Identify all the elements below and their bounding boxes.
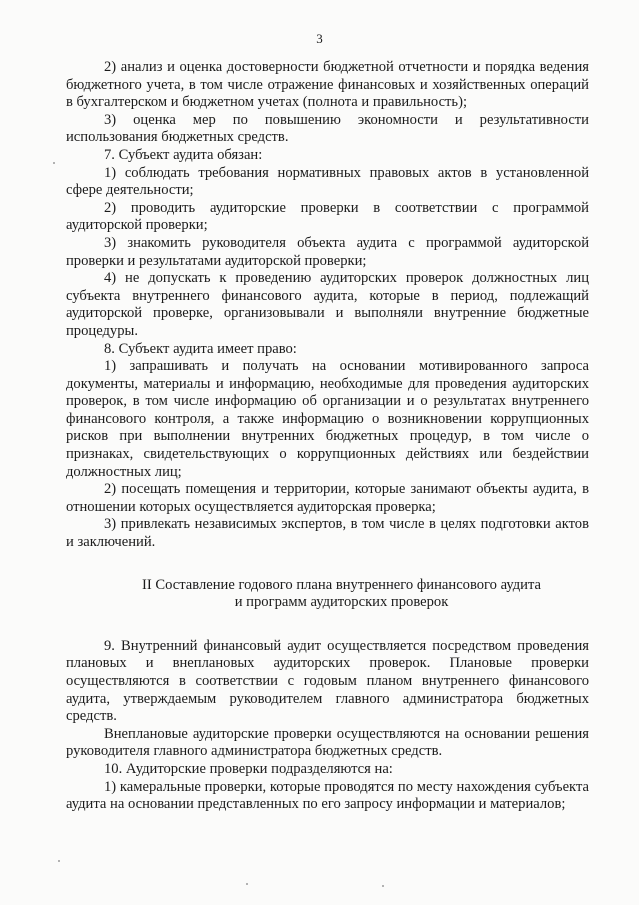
section-heading-line: и программ аудиторских проверок [234, 594, 449, 611]
paragraph: 1) запрашивать и получать на основании мотивированного запроса документы, материалы и информацию, необходимые для проведения аудиторских проверок, в том числе информацию об организации и о результатах внутреннего финансового контроля, а также информацию о возникновении коррупционных рисков при выполнении внутренних бюджетных процедур, в том числе о признаках, свидетельствующих о коррупционных действиях или бездействии должностных лиц; [66, 358, 589, 480]
paragraph: Внеплановые аудиторские проверки осуществляются на основании решения руководителя главного администратора бюджетных средств. [66, 725, 589, 760]
paragraph: 4) не допускать к проведению аудиторских проверок должностных лиц субъекта внутреннего финансового аудита, которые в период, подлежащий аудиторской проверке, организовывали и выполняли внутренние бюджетные процедуры. [66, 270, 589, 339]
paragraph: 7. Субъект аудита обязан: [104, 146, 263, 163]
paragraph: 3) оценка мер по повышению экономности и результативности использования бюджетных средств. [66, 111, 589, 146]
paragraph: 1) соблюдать требования нормативных правовых актов в установленной сфере деятельности; [66, 164, 589, 199]
paragraph: 1) камеральные проверки, которые проводятся по месту нахождения субъекта аудита на основании представленных по его запросу информации и материалов; [66, 778, 589, 813]
scan-speck [53, 162, 55, 164]
section-heading-line: II Составление годового плана внутреннего финансового аудита [141, 576, 542, 593]
paragraph: 2) проводить аудиторские проверки в соответствии с программой аудиторской проверки; [66, 199, 589, 234]
scan-speck [246, 883, 248, 885]
paragraph: 3) знакомить руководителя объекта аудита с программой аудиторской проверки и результатами аудиторской проверки; [66, 234, 589, 269]
scan-speck [382, 885, 384, 887]
paragraph: 2) анализ и оценка достоверности бюджетной отчетности и порядка ведения бюджетного учета, в том числе отражение финансовых и хозяйственных операций в бухгалтерском и бюджетном учетах (полнота и правильность); [66, 59, 589, 111]
paragraph: 2) посещать помещения и территории, которые занимают объекты аудита, в отношении которых осуществляется аудиторская проверка; [66, 481, 589, 515]
document-body [66, 59, 589, 814]
page-number: 3 [316, 31, 323, 46]
paragraph: 8. Субъект аудита имеет право: [104, 340, 297, 357]
scan-speck [58, 860, 60, 862]
section-heading [66, 577, 589, 612]
paragraph: 3) привлекать независимых экспертов, в том числе в целях подготовки актов и заключений. [66, 516, 589, 551]
paragraph: 9. Внутренний финансовый аудит осуществляется посредством проведения плановых и внеплановых аудиторских проверок. Плановые проверки осуществляются в соответствии с годовым планом внутреннего финансового аудита, утверждаемым руководителем главного администратора бюджетных средств. [66, 637, 589, 725]
paragraph: 10. Аудиторские проверки подразделяются на: [104, 760, 393, 777]
